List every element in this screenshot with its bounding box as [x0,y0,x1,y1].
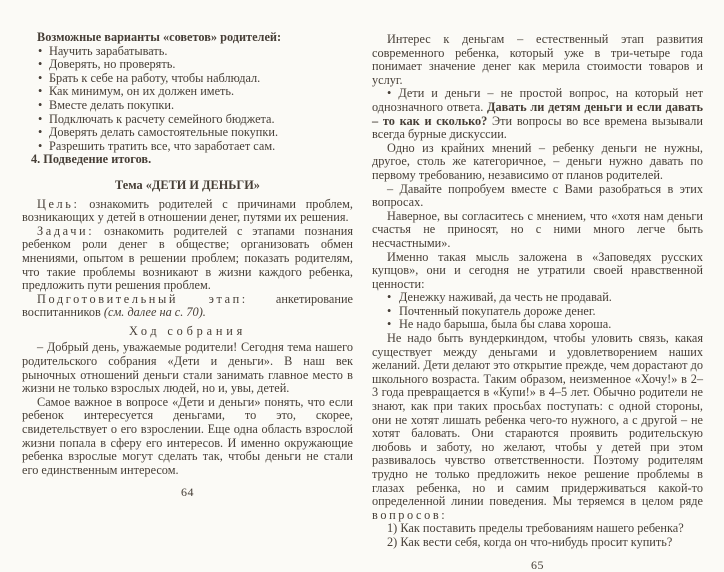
list-item-text: Разрешить тратить все, что заработает сам. [49,138,276,153]
prep-label: Подготовительный этап: [37,291,248,306]
tasks-text: ознакомить родителей с этапами познания ребенком роли денег в обществе; организовать обмен мнениями, опытом в решении проблем; показать родителям, что такие проблемы возникают в жизни каждого ребенка, предложить пути решения проблем. [22,223,353,293]
lets-try-paragraph: – Давайте попробуем вместе с Вами разобраться в этих вопросах. [372,181,703,210]
left-page [22,31,353,500]
interest-paragraph: Интерес к деньгам – естественный этап развития современного ребенка, который уже в три-четыре года понимает значение денег как мерила стоимости товаров и услуг. [372,32,703,87]
prep-reference: (см. далее на с. 70). [103,305,206,320]
list-item [22,126,353,140]
theme-title: Тема «ДЕТИ И ДЕНЬГИ» [115,177,260,192]
list-item-text: Доверять делать самостоятельные покупки. [49,125,279,140]
bullet-icon: • [38,57,43,72]
list-item [22,113,353,127]
bullet-icon: • [387,303,392,318]
greeting-paragraph: – Добрый день, уважаемые родители! Сегодня тема нашего родительского собрания «Дети и деньги». В наш век рыночных отношений деньги стали занимать главное место в жизни не только взрослых людей, но и, увы, детей. [22,340,353,396]
agenda-item-4: 4. Подведение итогов. [31,152,152,167]
bullet-icon: • [38,84,43,99]
tasks-paragraph [22,225,353,293]
merchant-rule [372,305,703,319]
list-item-text: Как минимум, он их должен иметь. [49,84,235,99]
advice-heading: Возможные варианты «советов» родителей: [37,30,282,44]
list-item [22,72,353,86]
children-money-paragraph [372,87,703,141]
bullet-icon: • [387,317,392,332]
wunderkind-paragraph [372,332,703,522]
list-item [22,45,353,59]
agree-paragraph: Наверное, вы согласитесь с мнением, что «хотя нам деньги счастья не приносят, но с ними много легче быть несчастными». [372,208,703,250]
question-item: 2) Как вести себя, когда он что-нибудь просит купить? [387,534,673,549]
bullet-icon: • [38,111,43,126]
question-item: 1) Как поставить пределы требованиям нашего ребенка? [387,521,684,536]
bullet-icon: • [38,138,43,153]
wunderkind-main: Не надо быть вундеркиндом, чтобы уловить связь, какая существует между деньгами и удовлетворением наших желаний. Дети делают это открытие прежде, чем дорастают до школьного возраста. Таким образом, неизменное «Хочу!» в 2–3 года превращается в «Купи!» в 4–5 лет. Обычно родители не знают, как при таких просьбах поступать: с одной стороны, они не хотят лишать ребенка чего-то нужного, а с другой – не хотят баловать. Они стараются проявить родительскую любовь и заботу, но желают, чтобы у детей при этом развивалось чувство ответственности. Поэтому родителям трудно не только предложить некое решение проблемы в глазах ребенка, но и самим придерживаться какой-то определенной линии поведения. Мы теряемся в целом ряде [372,331,703,509]
list-item-text: Подключать к расчету семейного бюджета. [49,111,275,126]
meeting-heading: Ход собрания [128,323,247,338]
bullet-icon: • [38,97,43,112]
right-page [372,33,703,572]
merchant-rule [372,291,703,305]
list-item-text: Научить зарабатывать. [49,43,168,58]
goal-label: Цель: [37,196,80,211]
bullet-icon: • [38,70,43,85]
merchant-rule [372,318,703,332]
bullet-icon: • [38,125,43,140]
children-money-post: Эти вопросы во все времена вызывали всегда бурные дискуссии. [372,113,703,142]
list-item-text: Брать к себе на работу, чтобы наблюдал. [49,70,261,85]
page-number-right: 65 [531,557,544,572]
merchants-paragraph: Именно такая мысль заложена в «Заповедях русских купцов», они и сегодня не утратили своей нравственной ценности: [372,249,703,291]
prep-paragraph [22,293,353,320]
list-item-text: Вместе делать покупки. [49,97,175,112]
list-item [22,85,353,99]
bullet-icon: • [38,43,43,58]
list-item-text: Доверять, но проверять. [49,57,176,72]
opinions-paragraph: Одно из крайних мнений – ребенку деньги не нужны, другое, столь же категоричное, – деньги нужно давать по первому требованию, независимо от планов родителей. [372,140,703,182]
goal-text: ознакомить родителей с причинами проблем, возникающих у детей в отношении денег, путями их решения. [22,196,353,225]
goal-paragraph [22,198,353,225]
important-paragraph: Самое важное в вопросе «Дети и деньги» понять, что если ребенок интересуется деньгами, то это, скорее, свидетельствует о его взрослении. Еще одна область взрослой жизни попала в сферу его интересов. И именно окружающие ребенка взрослые могут сделать так, чтобы деньги не стали его единственным интересом. [22,394,353,477]
children-money-bold: Давать ли детям деньги и если давать – то как и сколько? [372,99,703,128]
bullet-icon: • [387,290,392,305]
children-money-pre: • Дети и деньги – не простой вопрос, на который нет однозначного ответа. [372,86,703,114]
list-item [22,58,353,72]
merchant-rule-text: Почтенный покупатель дороже денег. [399,303,596,318]
list-item [22,140,353,154]
merchant-rule-text: Не надо барыша, была бы слава хороша. [399,317,612,332]
page-number-left: 64 [181,485,194,500]
list-item [22,99,353,113]
wunderkind-spaced: вопросов: [372,507,448,522]
tasks-label: Задачи: [37,223,95,238]
prep-text: анкетирование воспитанников [22,291,353,320]
merchant-rule-text: Денежку наживай, да честь не продавай. [399,290,612,305]
